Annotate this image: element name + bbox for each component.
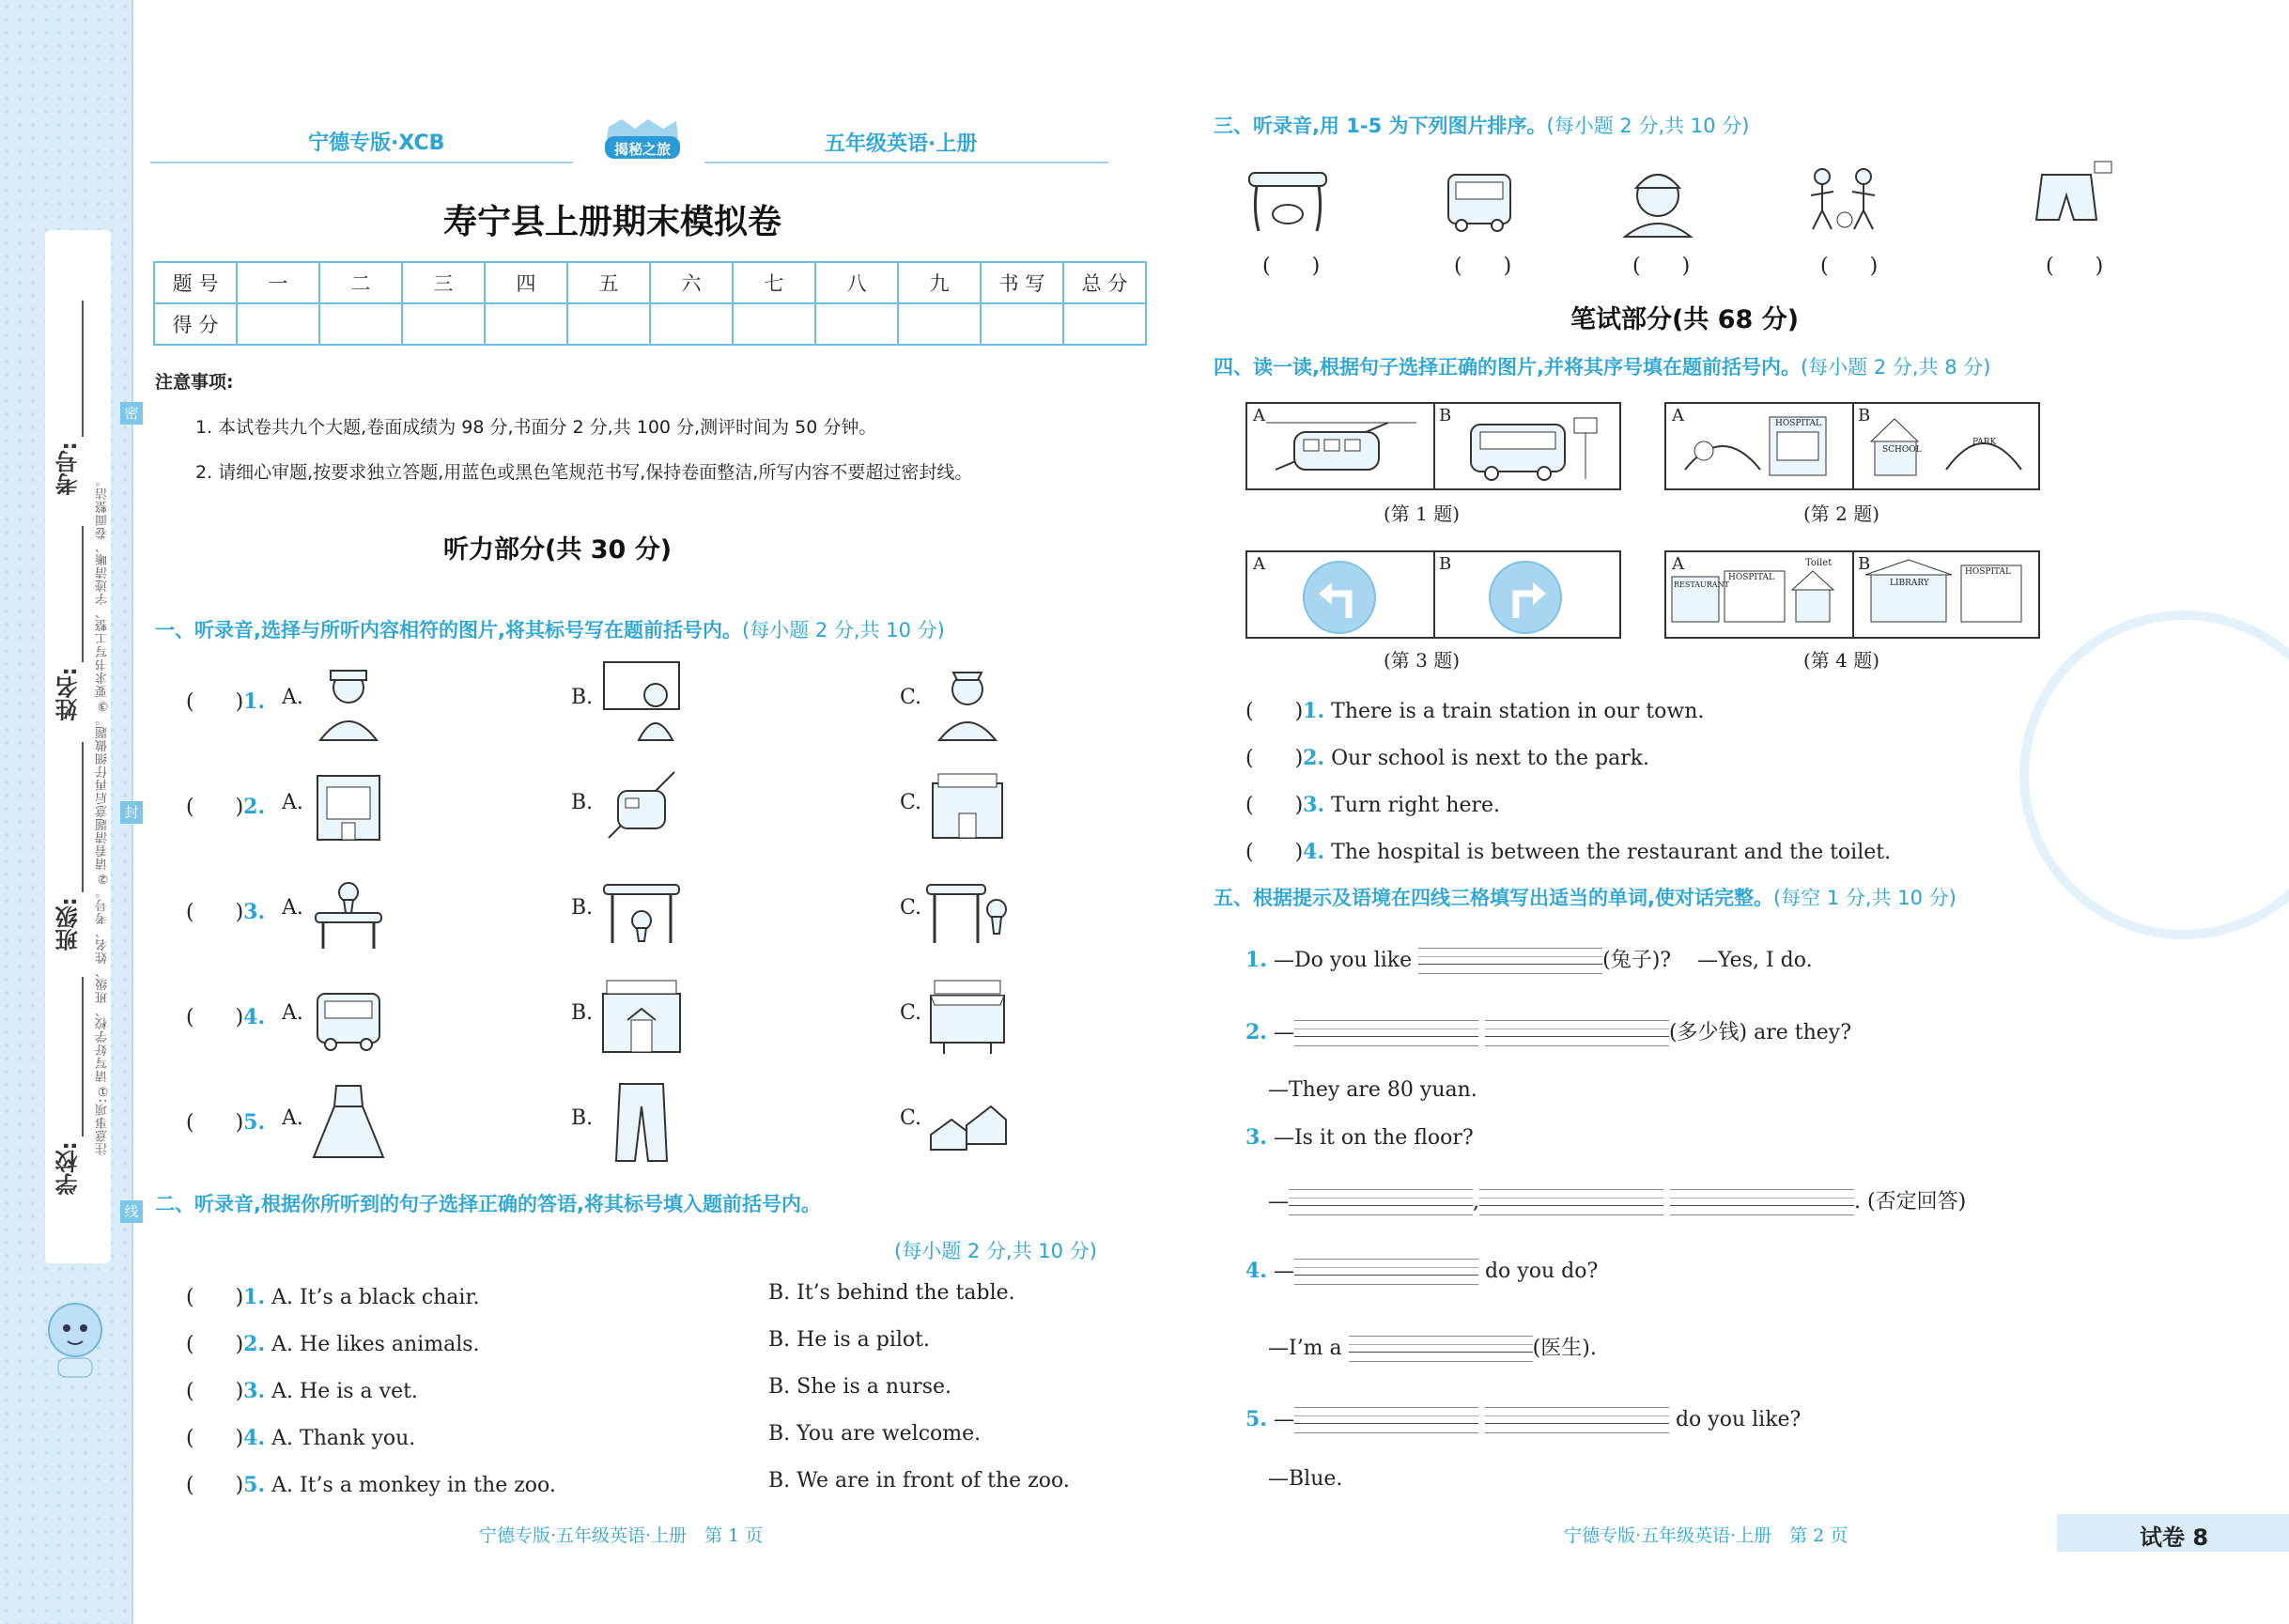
- score-col: 六: [650, 262, 733, 303]
- question-number: 5.: [243, 1110, 266, 1135]
- flower-on-table-icon: [306, 868, 391, 952]
- shorts-icon: [2029, 154, 2113, 239]
- score-cell[interactable]: [485, 303, 567, 345]
- option-a: A. He is a vet.: [271, 1380, 418, 1403]
- option-label: C.: [900, 896, 922, 920]
- header-rule-right: [704, 162, 1108, 163]
- dialogue-text: —: [1273, 1021, 1294, 1044]
- seal-xian: 线: [120, 1200, 143, 1223]
- listening-title: 听力部分(共 30 分): [443, 535, 673, 565]
- score-cell[interactable]: [981, 303, 1063, 345]
- option-label: B.: [571, 791, 594, 814]
- label-b: B: [1439, 554, 1452, 574]
- score-col: 八: [815, 262, 898, 303]
- score-col: 总 分: [1063, 262, 1146, 303]
- option-a: A. Thank you.: [271, 1427, 416, 1450]
- score-cell[interactable]: [898, 303, 981, 345]
- answer-paren[interactable]: ( ): [1245, 747, 1304, 770]
- restaurant-icon: [925, 973, 1010, 1058]
- bus-icon: [306, 973, 391, 1058]
- park-hospital-icon: [1666, 404, 1850, 488]
- score-col: 一: [237, 262, 319, 303]
- answer-paren[interactable]: ( ): [186, 1111, 244, 1135]
- section-5-title-text: 五、根据提示及语境在四线三格填写出适当的单词,使对话完整。: [1214, 887, 1773, 909]
- question-number: 1.: [243, 1285, 266, 1309]
- question-number: 4.: [243, 1005, 266, 1029]
- answer-paren[interactable]: ( ): [186, 901, 244, 924]
- question-number: 4.: [1245, 1259, 1267, 1283]
- q2-picture-box: [1664, 402, 2040, 490]
- turn-right-sign-icon: [1433, 552, 1617, 637]
- table-icon: [1245, 154, 1330, 239]
- label-b: B: [1858, 554, 1871, 574]
- score-cell[interactable]: [815, 303, 898, 345]
- option-a: A. It’s a monkey in the zoo.: [271, 1474, 556, 1497]
- option-label: A.: [282, 896, 303, 920]
- dialogue-text: —I’m a: [1268, 1337, 1342, 1360]
- option-b: B. She is a nurse.: [768, 1375, 951, 1399]
- option-label: B.: [571, 896, 594, 920]
- question-number: 2.: [243, 1332, 266, 1356]
- option-label: B.: [571, 1106, 594, 1130]
- note-item: 1. 本试卷共九个大题,卷面成绩为 98 分,书面分 2 分,共 100 分,测评时间为 50 分钟。: [195, 417, 877, 438]
- score-col: 五: [567, 262, 650, 303]
- label-a: A: [1672, 554, 1684, 574]
- dress-icon: [306, 1078, 391, 1163]
- answer-paren[interactable]: ( ): [1632, 255, 1691, 278]
- question-number: 3.: [243, 1379, 266, 1403]
- logo-badge: [601, 117, 684, 164]
- answer-paren[interactable]: ( ): [1454, 255, 1512, 278]
- answer-paren[interactable]: ( ): [186, 690, 244, 714]
- flower-under-table-icon: [599, 868, 684, 952]
- hint-text: (兔子)?: [1602, 949, 1672, 972]
- restaurant-sign: RESTAURANT: [1674, 580, 1729, 589]
- answer-paren[interactable]: ( ): [1245, 700, 1304, 723]
- answer-paren[interactable]: ( ): [1245, 794, 1304, 817]
- section-2-points: (每小题 2 分,共 10 分): [894, 1240, 1097, 1262]
- answer-paren[interactable]: ( ): [186, 796, 244, 819]
- sentence-text: Turn right here.: [1331, 794, 1501, 817]
- option-label: B.: [571, 1001, 594, 1025]
- four-line-blank[interactable]: [1289, 1189, 1473, 1215]
- question-number: 3.: [1303, 793, 1325, 817]
- score-col: 四: [485, 262, 567, 303]
- section-3-points: (每小题 2 分,共 10 分): [1546, 115, 1750, 137]
- train-station-icon: [1247, 404, 1431, 488]
- dialogue-text: —Is it on the floor?: [1273, 1126, 1474, 1150]
- answer-paren[interactable]: ( ): [186, 1427, 244, 1450]
- option-a: A. It’s a black chair.: [271, 1286, 480, 1309]
- option-label: C.: [900, 791, 922, 814]
- option-b: B. It’s behind the table.: [768, 1281, 1015, 1305]
- question-number: 4.: [243, 1426, 266, 1450]
- note-item: 2. 请细心审题,按要求独立答题,用蓝色或黑色笔规范书写,保持卷面整洁,所写内容不要超过密封线。: [195, 462, 973, 483]
- score-cell[interactable]: [402, 303, 485, 345]
- caption-q2: (第 2 题): [1803, 503, 1880, 525]
- answer-paren[interactable]: ( ): [186, 1333, 244, 1356]
- score-cell[interactable]: [319, 303, 402, 345]
- park-sign: PARK: [1972, 438, 1997, 447]
- four-line-blank[interactable]: [1670, 1189, 1854, 1215]
- option-b: B. We are in front of the zoo.: [768, 1469, 1070, 1493]
- sentence-text: Our school is next to the park.: [1331, 747, 1650, 770]
- section-1-title-text: 一、听录音,选择与所听内容相符的图片,将其标号写在题前括号内。: [155, 619, 742, 642]
- class-line: [82, 742, 84, 892]
- mascot-icon: [39, 1296, 111, 1381]
- question-number: 1.: [243, 689, 266, 714]
- score-table-row-head: 得 分: [154, 303, 237, 345]
- hospital-sign: HOSPITAL: [1728, 573, 1774, 582]
- policeman-icon: [306, 657, 391, 742]
- q1-picture-box: [1245, 402, 1621, 490]
- paper-number: 试卷 8: [2140, 1524, 2209, 1551]
- exam-title: 寿宁县上册期末模拟卷: [443, 203, 782, 241]
- question-number: 2.: [1245, 1020, 1267, 1044]
- answer-paren[interactable]: ( ): [186, 1006, 244, 1029]
- four-line-blank[interactable]: [1294, 1259, 1478, 1285]
- option-label: A.: [282, 686, 303, 709]
- question-number: 2.: [243, 795, 266, 819]
- option-label: C.: [900, 686, 922, 709]
- q3-picture-box: [1245, 550, 1621, 639]
- score-col: 书 写: [981, 262, 1063, 303]
- flower-beside-table-icon: [925, 868, 1010, 952]
- nurse-icon: [925, 657, 1010, 742]
- score-col: 二: [319, 262, 402, 303]
- score-cell[interactable]: [733, 303, 815, 345]
- dialogue-text: —Yes, I do.: [1697, 949, 1813, 972]
- hint-text: . (否定回答): [1854, 1190, 1967, 1214]
- dialogue-text: do you do?: [1484, 1260, 1599, 1283]
- footer-page-2: 宁德专版·五年级英语·上册 第 2 页: [1564, 1525, 1848, 1546]
- bus-icon: [1437, 154, 1522, 239]
- library-hospital-icon: [1852, 552, 2036, 637]
- boy-cap-icon: [1616, 154, 1700, 239]
- score-table: [153, 261, 1147, 346]
- writing-title: 笔试部分(共 68 分): [1570, 305, 1800, 334]
- section-4-title-text: 四、读一读,根据句子选择正确的图片,并将其序号填在题前括号内。: [1214, 356, 1801, 379]
- question-number: 2.: [1303, 746, 1325, 770]
- section-4-title: [1214, 352, 1990, 380]
- answer-paren[interactable]: ( ): [186, 1380, 244, 1403]
- seal-watermark: [2019, 611, 2289, 939]
- question-number: 5.: [243, 1473, 266, 1497]
- score-table-row-head: 题 号: [154, 262, 237, 303]
- dialogue-text: —Blue.: [1268, 1467, 1343, 1491]
- turn-left-sign-icon: [1247, 552, 1431, 637]
- question-number: 4.: [1303, 840, 1325, 864]
- toilet-sign: Toilet: [1805, 558, 1833, 568]
- logo-text: 揭秘之旅: [613, 141, 671, 158]
- school-sign: SCHOOL: [1882, 445, 1922, 455]
- four-line-blank[interactable]: [1485, 1407, 1669, 1433]
- answer-paren[interactable]: ( ): [186, 1474, 244, 1497]
- sentence-text: The hospital is between the restaurant and the toilet.: [1331, 841, 1892, 864]
- question-number: 5.: [1245, 1407, 1267, 1431]
- binding-instructions: 注意事项:①请写好学校、班级、姓名、考号。②请看清题意后再仔细做题。③要求书写工整、字迹清晰、卷面整洁。: [96, 473, 110, 1155]
- sentence-text: There is a train station in our town.: [1331, 700, 1705, 723]
- school-label: 学校:: [55, 1141, 82, 1196]
- question-number: 1.: [1303, 699, 1325, 723]
- label-b: B: [1858, 406, 1871, 425]
- label-a: A: [1253, 406, 1265, 425]
- name-line: [82, 526, 84, 662]
- option-label: C.: [900, 1001, 922, 1025]
- answer-paren[interactable]: ( ): [1262, 255, 1321, 278]
- shoes-icon: [925, 1078, 1010, 1163]
- option-label: A.: [282, 791, 303, 814]
- answer-paren[interactable]: ( ): [1245, 841, 1304, 864]
- option-label: A.: [282, 1106, 303, 1130]
- question-number: 3.: [1245, 1125, 1267, 1150]
- option-label: A.: [282, 1001, 303, 1025]
- q4-picture-box: [1664, 550, 2040, 639]
- four-line-blank[interactable]: [1294, 1020, 1478, 1046]
- dialogue-text: do you like?: [1675, 1408, 1802, 1431]
- four-line-blank[interactable]: [1485, 1020, 1669, 1046]
- library-sign: LIBRARY: [1890, 579, 1929, 588]
- option-b: B. You are welcome.: [768, 1422, 982, 1446]
- four-line-blank[interactable]: [1418, 948, 1602, 974]
- option-label: B.: [571, 686, 594, 709]
- score-cell[interactable]: [567, 303, 650, 345]
- four-line-blank[interactable]: [1294, 1407, 1478, 1433]
- score-cell[interactable]: [650, 303, 733, 345]
- score-cell[interactable]: [237, 303, 319, 345]
- caption-q3: (第 3 题): [1384, 649, 1461, 672]
- school-park-icon: [1852, 404, 2036, 488]
- hospital-sign: HOSPITAL: [1775, 419, 1821, 428]
- answer-paren[interactable]: ( ): [186, 1286, 244, 1309]
- option-a: A. He likes animals.: [271, 1333, 480, 1356]
- teacher-icon: [599, 657, 684, 742]
- label-b: B: [1439, 406, 1452, 425]
- supermarket-icon: [599, 973, 684, 1058]
- dialogue-text: —: [1273, 1260, 1294, 1283]
- notes-heading: 注意事项:: [155, 372, 234, 393]
- dialogue-text: —Do you like: [1273, 949, 1413, 972]
- class-label: 班级:: [55, 897, 82, 951]
- comma: ,: [1473, 1190, 1479, 1214]
- dialogue-text: —They are 80 yuan.: [1268, 1078, 1477, 1102]
- section-5-points: (每空 1 分,共 10 分): [1772, 887, 1956, 909]
- score-col: 九: [898, 262, 981, 303]
- exam-number-label: 考号:: [55, 441, 82, 496]
- section-1-points: (每小题 2 分,共 10 分): [741, 619, 945, 642]
- section-5-title: [1214, 883, 1956, 911]
- section-3-title: [1214, 111, 1749, 139]
- label-a: A: [1672, 406, 1684, 425]
- score-cell[interactable]: [1063, 303, 1146, 345]
- train-icon: [599, 763, 684, 847]
- school-line: [82, 977, 84, 1137]
- seal-feng: 封: [120, 801, 143, 824]
- section-2-title: 二、听录音,根据你所听到的句子选择正确的答语,将其标号填入题前括号内。: [155, 1193, 821, 1215]
- four-line-blank[interactable]: [1349, 1336, 1533, 1362]
- score-col: 七: [733, 262, 815, 303]
- question-number: 1.: [1245, 948, 1267, 972]
- header-rule-left: [150, 162, 573, 163]
- bus-stop-icon: [1433, 404, 1617, 488]
- answer-paren[interactable]: ( ): [2046, 255, 2104, 278]
- label-a: A: [1253, 554, 1265, 574]
- hospital-icon: [306, 763, 391, 847]
- option-b: B. He is a pilot.: [768, 1328, 931, 1352]
- dialogue-text: —: [1273, 1408, 1294, 1431]
- four-line-blank[interactable]: [1479, 1189, 1663, 1215]
- question-number: 3.: [243, 900, 266, 924]
- section-1-title: [155, 615, 945, 643]
- section-4-points: (每小题 2 分,共 8 分): [1800, 356, 1991, 379]
- option-label: C.: [900, 1106, 922, 1130]
- edition-label: 宁德专版·XCB: [308, 131, 445, 155]
- seal-mi: 密: [120, 402, 143, 425]
- number-line: [82, 301, 84, 437]
- kids-playing-icon: [1803, 154, 1888, 239]
- footer-page-1: 宁德专版·五年级英语·上册 第 1 页: [479, 1525, 764, 1546]
- hospital-sign: HOSPITAL: [1965, 567, 2011, 577]
- score-col: 三: [402, 262, 485, 303]
- caption-q4: (第 4 题): [1803, 649, 1880, 672]
- caption-q1: (第 1 题): [1384, 503, 1461, 525]
- section-3-title-text: 三、听录音,用 1-5 为下列图片排序。: [1214, 115, 1547, 137]
- hint-text: (医生).: [1532, 1337, 1597, 1360]
- dialogue-text: —: [1268, 1190, 1289, 1214]
- grade-subject-label: 五年级英语·上册: [825, 132, 978, 156]
- name-label: 姓名:: [55, 667, 82, 721]
- hint-text: (多少钱) are they?: [1668, 1021, 1852, 1044]
- cinema-icon: [925, 763, 1010, 847]
- answer-paren[interactable]: ( ): [1820, 255, 1879, 278]
- trousers-icon: [599, 1078, 684, 1163]
